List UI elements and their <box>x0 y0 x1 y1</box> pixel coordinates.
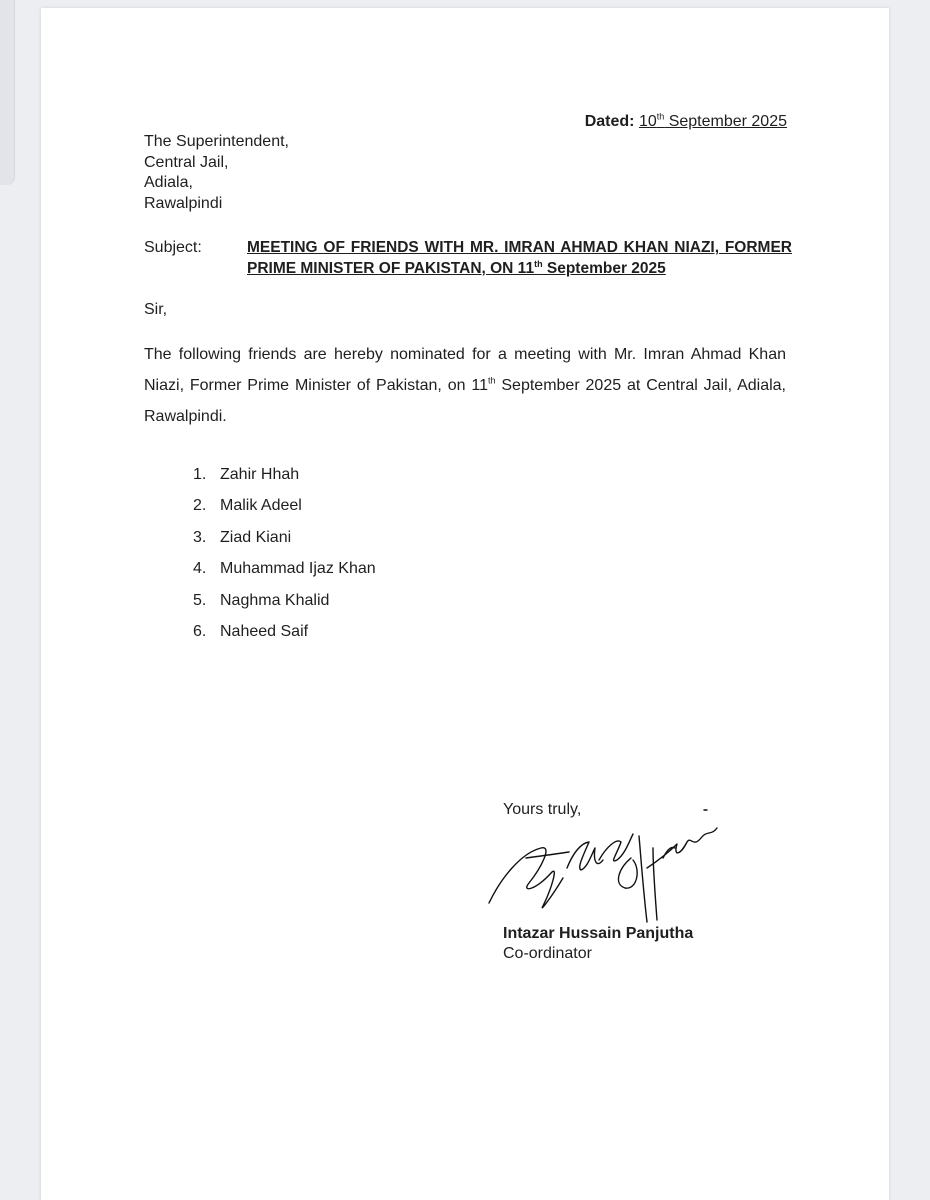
nominee-name: Naheed Saif <box>220 622 309 640</box>
body-text-start: The following friends are hereby nominated for a meeting with Mr. Imran Ahmad Khan Niazi, Former Prime Minister of Pakistan, on 11 <box>144 346 786 394</box>
address-line: Rawalpindi <box>144 194 223 212</box>
side-panel-edge <box>0 0 15 185</box>
letter-page <box>41 8 889 1200</box>
item-number: 3. <box>193 528 207 546</box>
item-number: 1. <box>193 466 207 483</box>
list-item <box>193 464 376 495</box>
signer-role: Co-ordinator <box>503 945 592 962</box>
nominee-name: Naghma Khalid <box>220 591 330 609</box>
nominee-name: Zahir Hhah <box>220 466 300 483</box>
salutation: Sir, <box>144 301 168 318</box>
date-line <box>585 112 787 132</box>
nominee-name: Malik Adeel <box>220 497 302 515</box>
date-day: 10 <box>638 113 657 130</box>
address-line: The Superintendent, <box>144 133 289 150</box>
nominee-name: Ziad Kiani <box>220 528 292 546</box>
list-item <box>193 621 376 652</box>
body-text-end: September 2025 at Central Jail, Adiala, Rawalpindi. <box>144 377 786 425</box>
item-number: 6. <box>193 622 207 640</box>
subject-label: Subject: <box>144 239 202 256</box>
recipient-address <box>144 132 289 214</box>
date-value <box>639 113 787 130</box>
body-ordinal-suffix: th <box>488 375 496 386</box>
subject-date: September 2025 <box>542 260 666 277</box>
subject-text <box>247 237 792 279</box>
date-day-suffix: th <box>656 111 665 122</box>
list-item <box>193 590 376 621</box>
closing: Yours truly, <box>503 801 582 818</box>
list-item <box>193 495 376 526</box>
subject-ordinal-suffix: th <box>534 258 543 269</box>
list-item <box>193 527 376 558</box>
item-number: 5. <box>193 591 207 609</box>
date-label: Dated: <box>584 113 635 130</box>
nominee-list <box>193 464 376 652</box>
date-month-year: September 2025 <box>664 113 787 130</box>
body-paragraph <box>144 339 786 432</box>
address-line: Adiala, <box>144 174 193 191</box>
subject-main: MEETING OF FRIENDS WITH MR. IMRAN AHMAD KHAN NIAZI, FORMER PRIME MINISTER OF PAKISTAN, ON 11 <box>247 239 792 277</box>
signature-image <box>481 798 721 928</box>
item-number: 4. <box>193 560 207 578</box>
nominee-name: Muhammad Ijaz Khan <box>220 560 376 578</box>
signer-name: Intazar Hussain Panjutha <box>503 925 694 942</box>
list-item <box>193 558 376 589</box>
item-number: 2. <box>193 497 207 515</box>
address-line: Central Jail, <box>144 153 229 171</box>
